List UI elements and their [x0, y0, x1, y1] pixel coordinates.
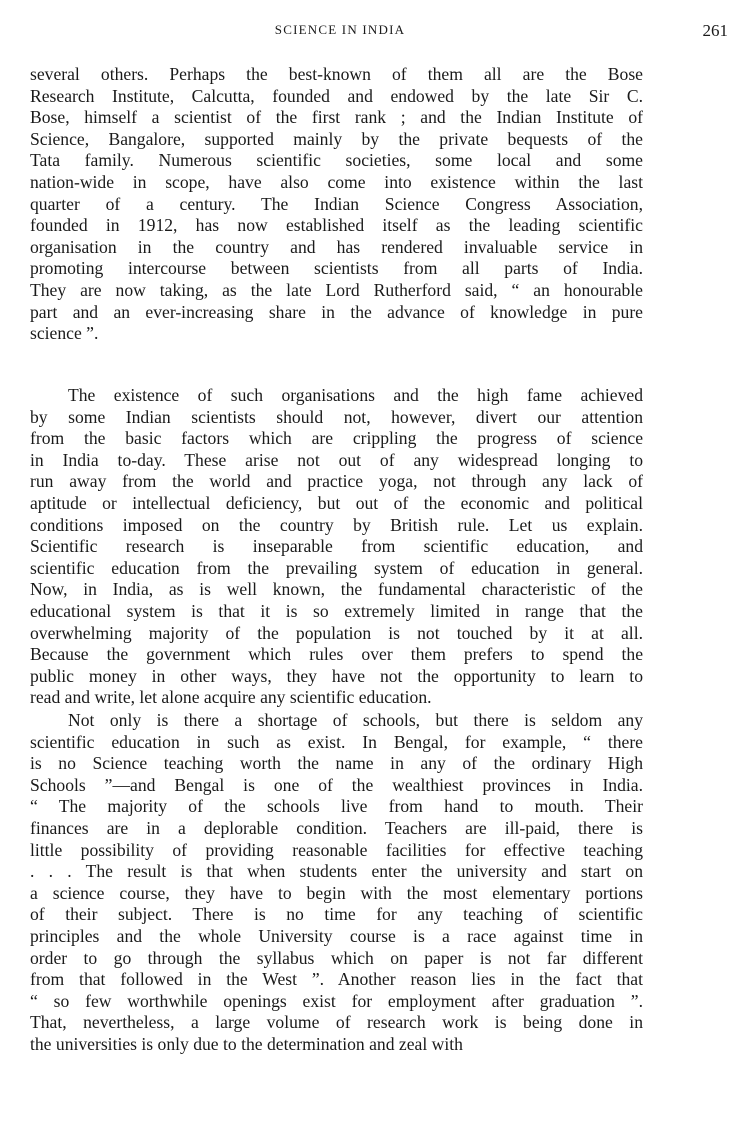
text-line: little possibility of providing reasonable facilities for effective teaching	[30, 839, 643, 860]
text-line: of their subject. There is no time for any teaching of scientific	[30, 904, 643, 925]
text-line: . . . The result is that when students enter the university and start on	[30, 861, 643, 882]
text-line: read and write, let alone acquire any scientific education.	[30, 687, 432, 708]
text-line: from that followed in the West ”. Another reason lies in the fact that	[30, 969, 643, 990]
text-line: Schools ”—and Bengal is one of the wealthiest provinces in India.	[30, 774, 643, 795]
running-title: SCIENCE IN INDIA	[274, 22, 406, 37]
text-line: overwhelming majority of the population is not touched by it at all.	[30, 622, 643, 643]
text-line: scientific education from the prevailing system of education in general.	[30, 557, 643, 578]
text-line: Tata family. Numerous scientific societies, some local and some	[30, 150, 643, 171]
text-line: part and an ever-increasing share in the advance of knowledge in pure	[30, 301, 643, 322]
text-line: nation-wide in scope, have also come into existence within the last	[30, 171, 643, 192]
text-line: public money in other ways, they have not the opportunity to learn to	[30, 665, 643, 686]
text-line: Research Institute, Calcutta, founded and endowed by the late Sir C.	[30, 85, 643, 106]
text-line: the universities is only due to the determination and zeal with	[30, 1033, 463, 1054]
text-line: several others. Perhaps the best-known of them all are the Bose	[30, 64, 643, 84]
text-line: from the basic factors which are crippling the progress of science	[30, 428, 643, 449]
page-number: 261	[702, 21, 728, 40]
text-line: finances are in a deplorable condition. Teachers are ill-paid, there is	[30, 817, 643, 838]
text-line: The existence of such organisations and the high fame achieved	[68, 385, 643, 405]
text-line: Not only is there a shortage of schools, but there is seldom any	[68, 710, 643, 730]
text-line: science ”.	[30, 323, 99, 344]
text-line: Scientific research is inseparable from scientific education, and	[30, 536, 643, 557]
text-line: That, nevertheless, a large volume of research work is being done in	[30, 1012, 643, 1033]
paragraph-3	[30, 710, 643, 1056]
text-line: Because the government which rules over them prefers to spend the	[30, 644, 643, 665]
text-line: principles and the whole University course is a race against time in	[30, 925, 643, 946]
paragraph-2	[30, 385, 643, 709]
text-line: They are now taking, as the late Lord Rutherford said, “ an honourable	[30, 279, 643, 300]
text-line: organisation in the country and has rendered invaluable service in	[30, 236, 643, 257]
paragraph-1	[30, 64, 643, 345]
text-line: by some Indian scientists should not, however, divert our attention	[30, 406, 643, 427]
text-line: in India to-day. These arise not out of any widespread longing to	[30, 449, 643, 470]
text-line: “ so few worthwhile openings exist for employment after graduation ”.	[30, 990, 643, 1011]
text-line: educational system is that it is so extremely limited in range that the	[30, 600, 643, 621]
text-line: run away from the world and practice yoga, not through any lack of	[30, 471, 643, 492]
text-line: aptitude or intellectual deficiency, but out of the economic and political	[30, 492, 643, 513]
text-line: Science, Bangalore, supported mainly by the private bequests of the	[30, 128, 643, 149]
text-line: promoting intercourse between scientists from all parts of India.	[30, 258, 643, 279]
text-line: is no Science teaching worth the name in any of the ordinary High	[30, 753, 643, 774]
text-line: scientific education in such as exist. In Bengal, for example, “ there	[30, 731, 643, 752]
text-line: “ The majority of the schools live from hand to mouth. Their	[30, 796, 643, 817]
page-header	[30, 21, 728, 42]
text-line: quarter of a century. The Indian Science Congress Association,	[30, 193, 643, 214]
text-line: a science course, they have to begin with the most elementary portions	[30, 882, 643, 903]
text-line: order to go through the syllabus which on paper is not far different	[30, 947, 643, 968]
text-line: Bose, himself a scientist of the first rank ; and the Indian Institute of	[30, 107, 643, 128]
text-line: conditions imposed on the country by British rule. Let us explain.	[30, 514, 643, 535]
text-line: Now, in India, as is well known, the fundamental characteristic of the	[30, 579, 643, 600]
text-line: founded in 1912, has now established itself as the leading scientific	[30, 215, 643, 236]
